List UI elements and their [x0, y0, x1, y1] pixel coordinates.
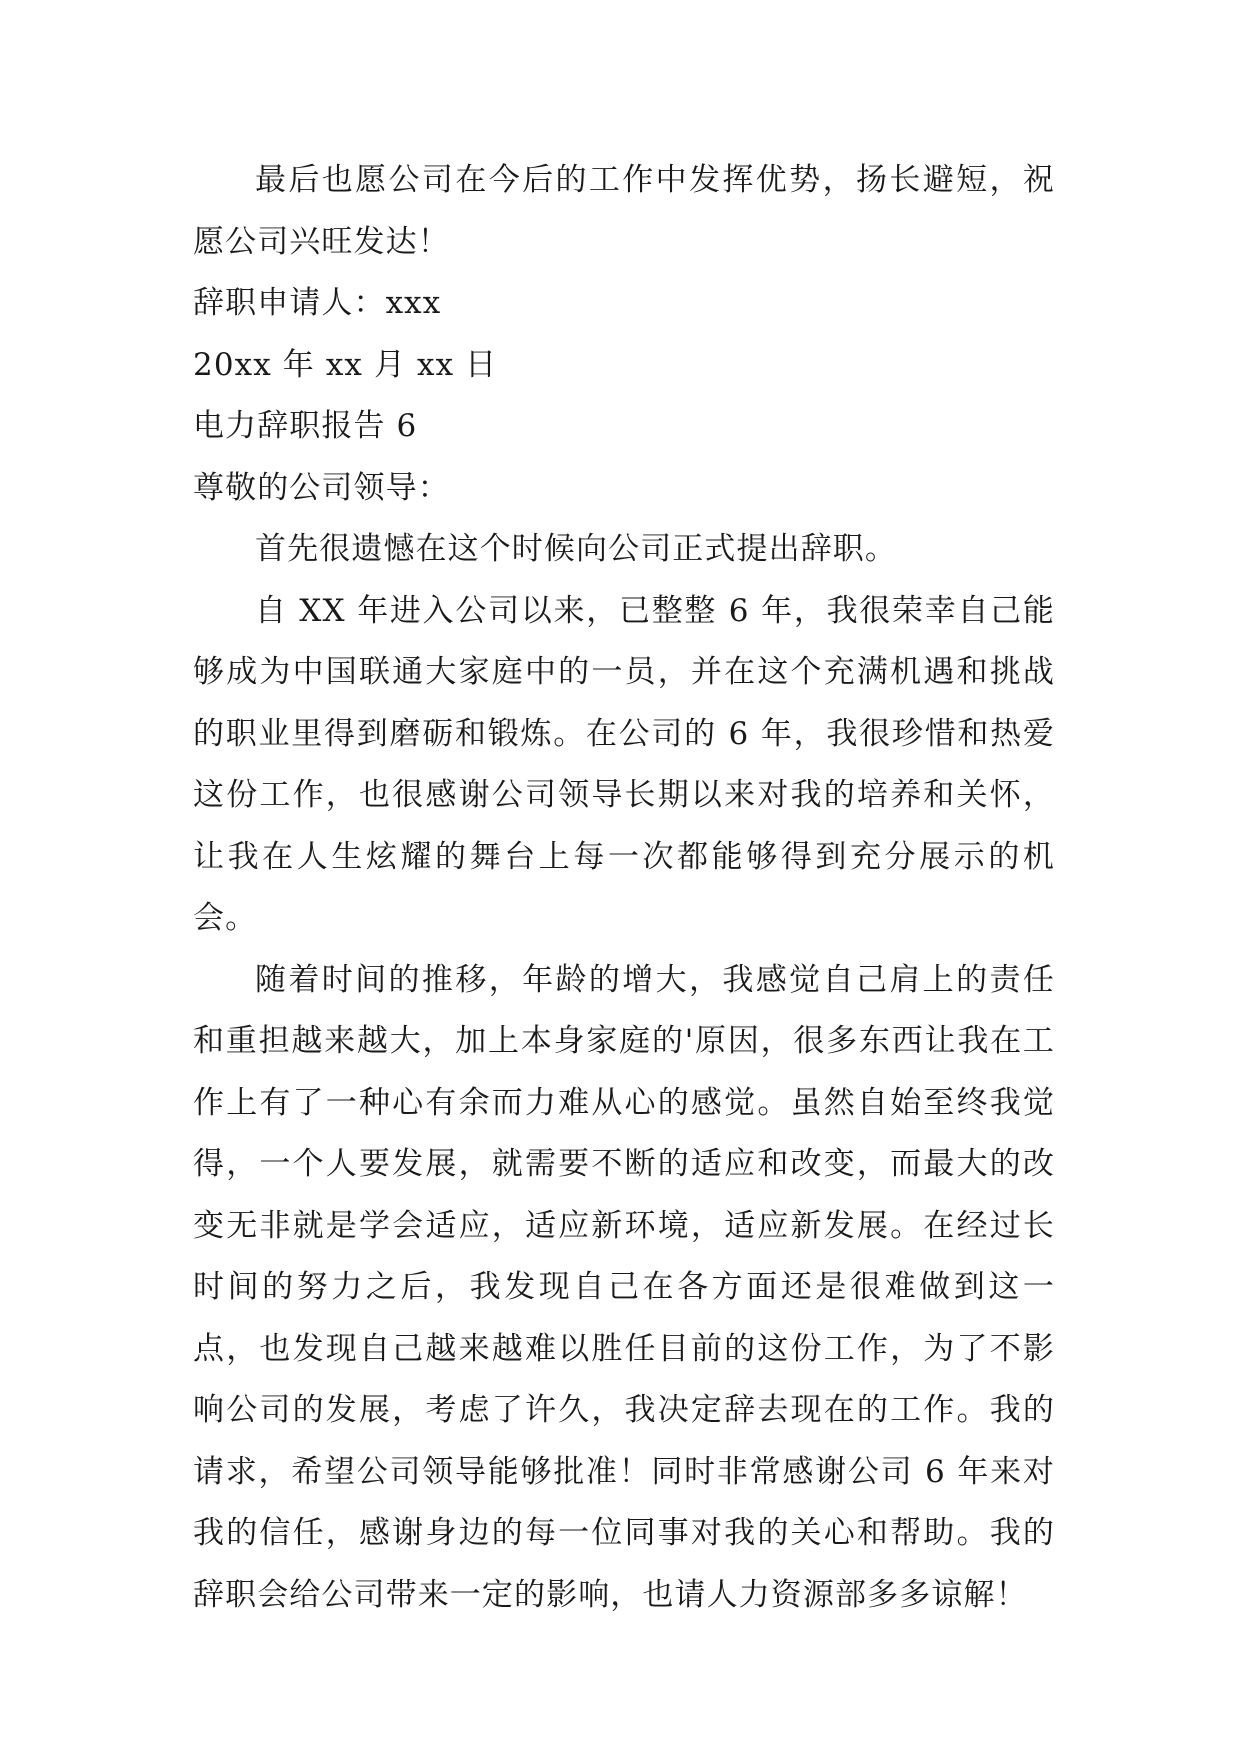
document-body	[193, 150, 1055, 1626]
salutation: 尊敬的公司领导：	[193, 469, 450, 506]
opening-paragraph: 首先很遗憾在这个时候向公司正式提出辞职。	[255, 531, 897, 567]
closing-wish-paragraph: 最后也愿公司在今后的工作中发挥优势，扬长避短，祝愿公司兴旺发达！	[193, 162, 1055, 260]
body-paragraph: 自 XX 年进入公司以来，已整整 6 年，我很荣幸自己能够成为中国联通大家庭中的一员，并在这个充满机遇和挑战的职业里得到磨砺和锻炼。在公司的 6 年，我很珍惜和热爱这份工作，也很感谢公司领导长期以来对我的培养和关怀，让我在人生炫耀的舞台上每一次都能够得到充分展示的机会。	[193, 592, 1055, 936]
report-title: 电力辞职报告 6	[193, 408, 418, 444]
applicant-line: 辞职申请人：xxx	[193, 285, 442, 321]
date-line: 20xx 年 xx 月 xx 日	[193, 346, 498, 383]
body-paragraph: 随着时间的推移，年龄的增大，我感觉自己肩上的责任和重担越来越大，加上本身家庭的'原因，很多东西让我在工作上有了一种心有余而力难从心的感觉。虽然自始至终我觉得，一个人要发展，就需要不断的适应和改变，而最大的改变无非就是学会适应，适应新环境，适应新发展。在经过长时间的努力之后，我发现自己在各方面还是很难做到这一点，也发现自己越来越难以胜任目前的这份工作，为了不影响公司的发展，考虑了许久，我决定辞去现在的工作。我的请求，希望公司领导能够批准！同时非常感谢公司 6 年来对我的信任，感谢身边的每一位同事对我的关心和帮助。我的辞职会给公司带来一定的影响，也请人力资源部多多谅解！	[193, 961, 1055, 1613]
